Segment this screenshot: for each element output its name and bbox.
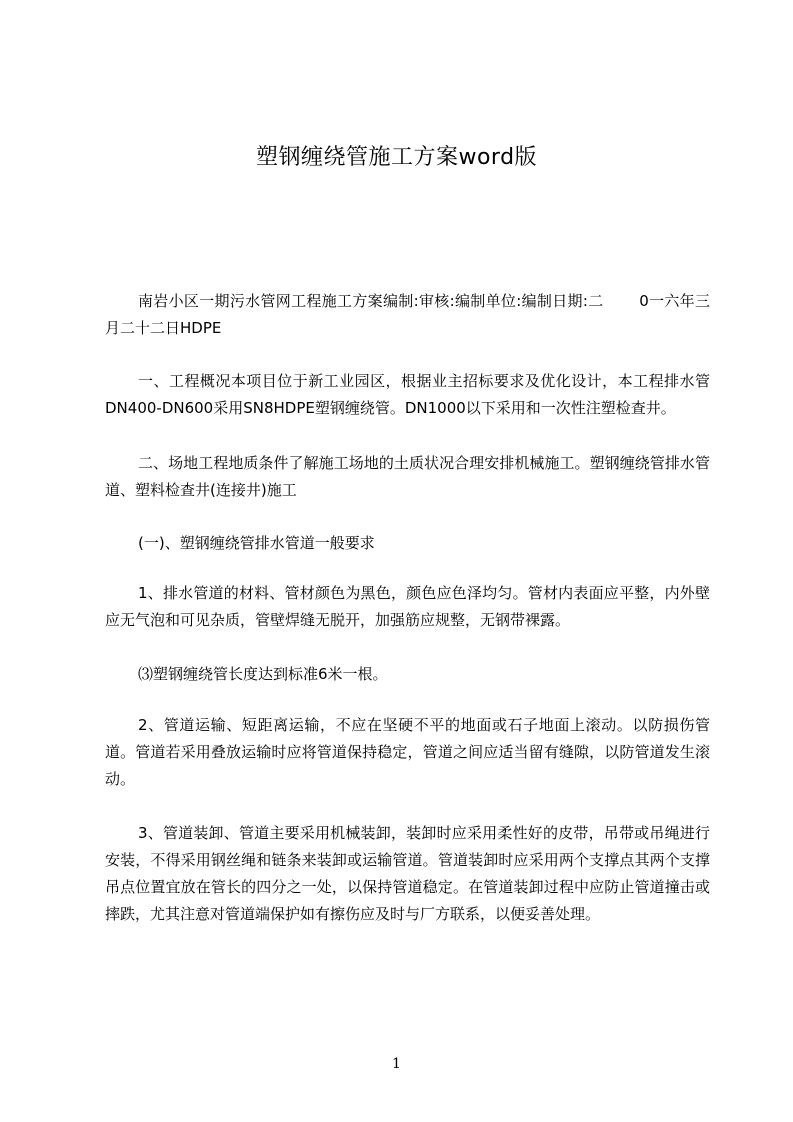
paragraph-pipe-material: 1、排水管道的材料、管材颜色为黑色，颜色应色泽均匀。管材内表面应平整，内外壁应无气泡和可见杂质，管壁焊缝无脱开，加强筋应规整，无钢带裸露。 bbox=[105, 584, 710, 629]
paragraph-site-conditions: 二、场地工程地质条件了解施工场地的土质状况合理安排机械施工。塑钢缠绕管排水管道、塑料检查井(连接井)施工 bbox=[105, 454, 710, 499]
document-title: 塑钢缠绕管施工方案word版 bbox=[255, 145, 538, 170]
paragraph-project-overview: 一、工程概况本项目位于新工业园区，根据业主招标要求及优化设计，本工程排水管DN400-DN600采用SN8HDPE塑钢缠绕管。DN1000以下采用和一次性注塑检查井。 bbox=[105, 372, 710, 417]
paragraph-project-header: 南岩小区一期污水管网工程施工方案编制:审核:编制单位:编制日期:二 0一六年三月二十二日HDPE bbox=[105, 292, 710, 337]
paragraph-pipe-transport: 2、管道运输、短距离运输，不应在坚硬不平的地面或石子地面上滚动。以防损伤管道。管道若采用叠放运输时应将管道保持稳定，管道之间应适当留有缝隙，以防管道发生滚动。 bbox=[105, 716, 710, 788]
page-number: 1 bbox=[392, 1056, 401, 1072]
paragraph-pipe-loading: 3、管道装卸、管道主要采用机械装卸，装卸时应采用柔性好的皮带，吊带或吊绳进行安装，不得采用钢丝绳和链条来装卸或运输管道。管道装卸时应采用两个支撑点其两个支撑吊点位置宜放在管长的四分之一处，以保持管道稳定。在管道装卸过程中应防止管道撞击或摔跌，尤其注意对管道端保护如有擦伤应及时与厂方联系，以便妥善处理。 bbox=[105, 824, 710, 923]
paragraph-general-requirements: (一)、塑钢缠绕管排水管道一般要求 bbox=[138, 534, 375, 552]
paragraph-pipe-length: ⑶塑钢缠绕管长度达到标准6米一根。 bbox=[138, 665, 388, 683]
